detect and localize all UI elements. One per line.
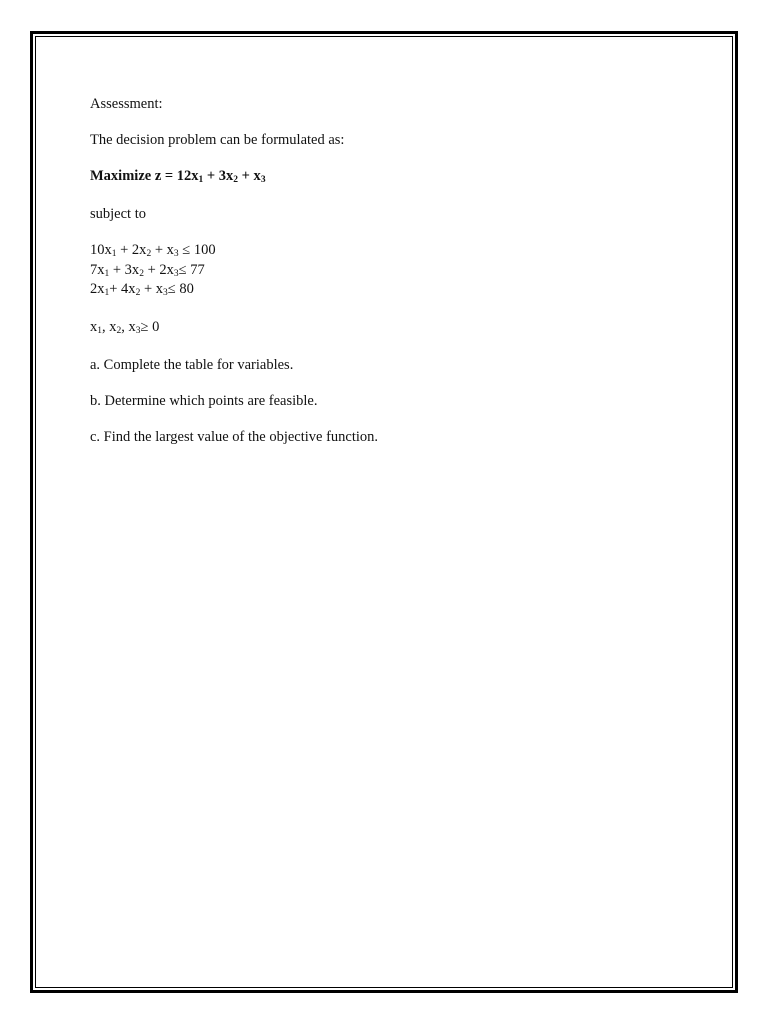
objective-function: Maximize $z = 12x_1 + 3x_2 + x_3$ xyxy=(90,168,266,185)
intro-text: The decision problem can be formulated as: xyxy=(90,132,345,148)
document-content xyxy=(90,96,690,465)
nonnegativity-constraint: $x_1$, $x_2$, $x_3\ge 0$ xyxy=(90,319,160,336)
question-b: b. Determine which points are feasible. xyxy=(90,393,318,409)
question-a: a. Complete the table for variables. xyxy=(90,357,294,373)
document-page xyxy=(30,31,738,993)
heading: Assessment: xyxy=(90,96,163,112)
constraint-3: $2x_1+ 4x_2 + x_3\le 80$ xyxy=(90,281,194,298)
constraints-block xyxy=(90,242,690,301)
constraint-2: $7x_1 + 3x_2 + 2x_3\le 77$ xyxy=(90,261,205,279)
constraint-1: $10x_1 + 2x_2 + x_3 \le 100$ xyxy=(90,242,216,259)
subject-to-label: subject to xyxy=(90,206,146,222)
question-c: c. Find the largest value of the objective function. xyxy=(90,429,379,445)
